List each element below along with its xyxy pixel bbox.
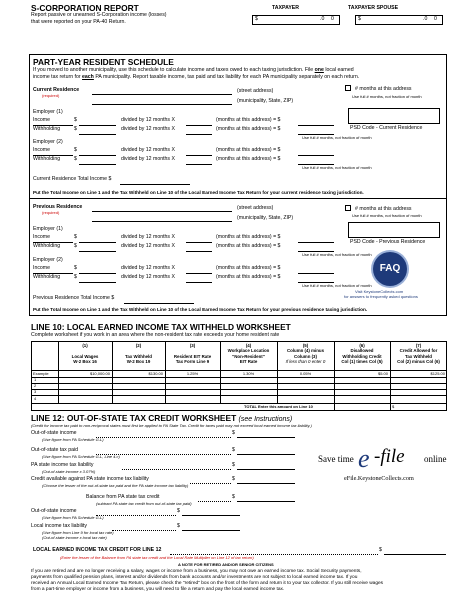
current-total-field[interactable] <box>120 184 190 185</box>
part-year-intro-line1: If you moved to another municipality, use this schedule to calculate income and taxes owed to each taxing jurisdiction. File one local earned <box>33 67 354 73</box>
dot-leader <box>198 501 231 502</box>
previous-residence-label: Previous Residence <box>33 204 83 210</box>
spouse-amount-field[interactable]: $ .0 0 <box>355 15 443 25</box>
row-divider <box>31 389 447 390</box>
dollar-sign: $ <box>74 156 77 162</box>
row-number: 1 <box>34 377 37 382</box>
emp1-income-field[interactable] <box>79 125 116 126</box>
local-liability-field[interactable] <box>182 530 240 531</box>
emp2-income-result[interactable] <box>298 155 334 156</box>
prev-emp1-withholding-months[interactable] <box>186 251 212 252</box>
oos-paid-note: (Use figure from PA Schedule G-L, Line 4.c) <box>42 454 120 459</box>
efile-logo-text: -file <box>374 446 405 467</box>
col6-header: (6) Disallowed Withholding Credit Col (1) times Col (5) <box>341 343 383 364</box>
part-year-intro-line2: income tax return for each PA municipality. Report taxable income, tax paid and tax liability for each PA municipality separately on each return. <box>33 74 360 80</box>
months-at-label: (months at this address) = $ <box>216 243 281 249</box>
street-label: (street address) <box>237 88 274 94</box>
street-label: (street address) <box>237 205 274 211</box>
retired-line1: If you are retired and are no longer receiving a salary, wages or income from a business, you may not owe an earned income tax. Social Security payments, <box>31 569 362 574</box>
emp1-income-result[interactable] <box>298 125 334 126</box>
previous-total-label: Previous Residence Total Income $ <box>33 295 115 301</box>
col7-header: (7) Credit Allowed for Tax Withheld Col (2) minus Col (6) <box>397 343 440 364</box>
part-year-title: PART-YEAR RESIDENT SCHEDULE <box>33 57 174 67</box>
example-col7: $125.00 <box>430 371 445 376</box>
months-note: Use full # months, not fraction of month <box>302 252 372 257</box>
dot-leader <box>190 483 231 484</box>
dollar-sign: $ <box>74 274 77 280</box>
col4-header: (4) Workplace Location "Non-Resident" EIT Rate <box>227 343 270 364</box>
withholding-label: Withholding <box>33 126 61 132</box>
put-current-note: Put the Total Income on Line 1 and the Tax Withheld on Line 10 of the Local Earned Income Tax Return for your current residence taxing jurisdiction. <box>33 190 364 195</box>
prev-muni-line[interactable] <box>92 221 232 222</box>
months-label: # months at this address <box>355 206 412 212</box>
example-col2: $130.00 <box>148 371 163 376</box>
dot-leader <box>122 469 231 470</box>
div12-label: divided by 12 months X <box>121 274 175 280</box>
line12-title: LINE 12: OUT-OF-STATE TAX CREDIT WORKSHEET (see Instructions) <box>31 413 293 423</box>
row-number: 2 <box>34 383 37 388</box>
income-label: Income <box>33 117 51 123</box>
example-col1: $10,000.00 <box>89 371 110 376</box>
prev-emp2-withholding-field[interactable] <box>79 282 116 283</box>
local-liability-note: (Use figure from Line 9 for local tax rate) <box>42 530 114 535</box>
oos-income-label: Out-of-state income <box>31 430 77 436</box>
income-label: Income <box>33 147 51 153</box>
dot-leader <box>96 437 231 438</box>
prev-emp1-withholding-field[interactable] <box>79 251 116 252</box>
dollar-sign: $ <box>74 234 77 240</box>
retired-line3: received an Annual Local Earned Income Tax Return, please check the "retired" box on the front of the form and return it to your tax collector. If you still receive wages <box>31 581 384 586</box>
line10-intro: Complete worksheet if you work in an area where the non-resident tax rate exceeds your home resident rate <box>31 332 280 338</box>
current-total-label: Current Residence Total Income $ <box>33 176 112 182</box>
final-credit-label: LOCAL EARNED INCOME TAX CREDIT FOR LINE 12 <box>33 547 162 553</box>
dollar-sign: $ <box>74 243 77 249</box>
row-divider <box>31 383 447 384</box>
div12-label: divided by 12 months X <box>121 147 175 153</box>
oos-paid-label: Out-of-state tax paid <box>31 447 78 453</box>
final-credit-note: (Enter the lesser of the Balance from PA state tax credit and the Local Rate Multiplier on Line 12 of tax return) <box>60 555 254 560</box>
current-residence-label: Current Residence <box>33 87 80 93</box>
oos-income2-field[interactable] <box>182 515 240 516</box>
current-months-box[interactable] <box>345 85 351 91</box>
employer2-label: Employer (2) <box>33 257 63 263</box>
prev-emp1-income-field[interactable] <box>79 242 116 243</box>
months-at-label: (months at this address) = $ <box>216 147 281 153</box>
online-text: online <box>424 454 447 464</box>
prev-months-box[interactable] <box>345 205 351 211</box>
efile-url[interactable]: eFile.KeystoneCollects.com <box>344 475 414 482</box>
employer2-label: Employer (2) <box>33 139 63 145</box>
current-street-line[interactable] <box>92 94 232 95</box>
div12-label: divided by 12 months X <box>121 156 175 162</box>
efile-e-logo: e <box>358 444 370 473</box>
employer1-label: Employer (1) <box>33 226 63 232</box>
dot-leader <box>96 515 176 516</box>
months-note: Use full # months, not fraction of month <box>302 135 372 140</box>
emp1-withholding-months[interactable] <box>186 134 212 135</box>
row-divider <box>31 395 447 396</box>
example-col4: 1.30% <box>242 371 255 376</box>
months-at-label: (months at this address) = $ <box>216 126 281 132</box>
divider <box>29 198 447 199</box>
psd-previous-label: PSD Code - Previous Residence <box>350 239 426 245</box>
faq-badge[interactable]: FAQ <box>373 252 407 286</box>
dollar-sign: $ <box>232 430 235 436</box>
s-corp-title: S-CORPORATION REPORT <box>31 3 139 13</box>
required-note: (required) <box>42 93 60 98</box>
faq-note: for answers to frequently asked questions <box>344 294 418 299</box>
div12-label: divided by 12 months X <box>121 265 175 271</box>
dollar-sign: $ <box>232 447 235 453</box>
withholding-label: Withholding <box>33 243 61 249</box>
dollar-sign: $ <box>379 547 382 553</box>
example-label: Example <box>33 371 49 376</box>
oos-paid-field[interactable] <box>237 454 295 455</box>
pa-liability-field[interactable] <box>237 469 295 470</box>
months-at-label: (months at this address) = $ <box>216 274 281 280</box>
prev-emp1-income-result[interactable] <box>298 242 334 243</box>
line10-total-dollar[interactable]: $ <box>392 404 395 409</box>
s-corp-sub1: Report passive or unearned S-Corporation income (losses) <box>31 12 167 18</box>
col3-header: (3) Resident EIT Rate Tax Form Line 9 <box>173 343 212 364</box>
months-note: Use full # months, not fraction of month <box>302 165 372 170</box>
credit-note: (Choose the lesser of the out-of-state tax paid and the PA state income tax liability) <box>42 483 189 488</box>
dollar-sign: $ <box>74 147 77 153</box>
line10-total-label: TOTAL Enter this amount on Line 10 <box>244 404 313 409</box>
row-number: 4 <box>34 396 37 401</box>
months-at-label: (months at this address) = $ <box>216 117 281 123</box>
example-col6: $5.00 <box>377 371 388 376</box>
dot-leader <box>112 530 176 531</box>
retired-line4: from a part-time employer or income from a business, you will need to file a return and pay the local earned income tax. <box>31 587 285 592</box>
row-divider <box>31 377 447 378</box>
col5-header: (5) Column (4) minus Column (3) If less than 0 enter 0 <box>285 343 326 364</box>
div12-label: divided by 12 months X <box>121 126 175 132</box>
prev-emp2-income-field[interactable] <box>79 273 116 274</box>
psd-current-label: PSD Code - Current Residence <box>350 125 423 131</box>
emp2-income-field[interactable] <box>79 155 116 156</box>
dollar-sign: $ <box>232 462 235 468</box>
prev-emp2-income-result[interactable] <box>298 273 334 274</box>
taxpayer-amount-field[interactable]: $ .0 0 <box>252 15 340 25</box>
div12-label: divided by 12 months X <box>121 234 175 240</box>
months-at-label: (months at this address) = $ <box>216 265 281 271</box>
retired-title: A NOTE FOR RETIRED AND/OR SENIOR CITIZENS <box>178 562 274 567</box>
col2-header: (2) Tax Withheld W-2 Box 19 <box>125 343 152 364</box>
psd-current-field[interactable] <box>348 108 440 124</box>
months-label: # months at this address <box>355 86 412 92</box>
prev-street-line[interactable] <box>92 211 232 212</box>
row-divider <box>31 403 447 404</box>
faq-link[interactable]: Visit KeystoneCollects.com <box>355 289 404 294</box>
efile-promo[interactable] <box>300 444 447 488</box>
income-label: Income <box>33 234 51 240</box>
save-time-text: Save time <box>318 454 354 464</box>
muni-label: (municipality, State, ZIP) <box>237 98 294 104</box>
final-credit-field[interactable] <box>384 554 446 555</box>
months-at-label: (months at this address) = $ <box>216 156 281 162</box>
dollar-sign: $ <box>232 476 235 482</box>
spouse-label: TAXPAYER SPOUSE <box>348 5 399 11</box>
emp2-withholding-months[interactable] <box>186 164 212 165</box>
balance-note: (subtract PA state tax credit from out-of-state tax paid) <box>96 501 192 506</box>
oos-income-note: (Use figure from PA Schedule G-L) <box>42 437 104 442</box>
income-label: Income <box>33 265 51 271</box>
div12-label: divided by 12 months X <box>121 117 175 123</box>
prev-emp2-income-months[interactable] <box>186 273 212 274</box>
retired-line2: payments from qualified pension plans, interest and/or dividends from bank accounts and/or investments are not subject to local earned income tax. If you <box>31 575 358 580</box>
dollar-sign: $ <box>177 523 180 529</box>
col1-header: (1) Local Wages W-2 Box 16 <box>71 343 99 364</box>
oos-income2-label: Out-of-state income <box>31 508 77 514</box>
balance-label: Balance from PA state tax credit <box>86 494 160 500</box>
balance-field[interactable] <box>237 501 295 502</box>
emp1-withholding-field[interactable] <box>79 134 116 135</box>
months-at-label: (months at this address) = $ <box>216 234 281 240</box>
example-col5: 0.05% <box>299 371 312 376</box>
prev-emp2-withholding-months[interactable] <box>186 282 212 283</box>
months-note: Use full # months, not fraction of month <box>352 213 422 218</box>
row-number: 3 <box>34 389 37 394</box>
local-liability-note2: (Out-of-state income x local tax rate) <box>42 535 107 540</box>
dollar-sign: $ <box>232 494 235 500</box>
required-note: (required) <box>42 210 60 215</box>
psd-previous-field[interactable] <box>348 222 440 238</box>
s-corp-sub2: that were reported on your PA-40 Return. <box>31 19 126 25</box>
dollar-sign: $ <box>74 117 77 123</box>
employer1-label: Employer (1) <box>33 109 63 115</box>
div12-label: divided by 12 months X <box>121 243 175 249</box>
emp1-income-months[interactable] <box>186 125 212 126</box>
line12-intro: (Credit for income tax paid to non-reciprocal states must first be applied to PA State Tax. Credit for taxes paid may not exceed local earned income tax liability.) <box>31 423 312 428</box>
current-muni-line[interactable] <box>92 104 232 105</box>
previous-total-field[interactable] <box>124 303 194 304</box>
dollar-sign: $ <box>177 508 180 514</box>
pa-liability-note: (Out-of-state income x 3.07%) <box>42 469 96 474</box>
local-liability-label: Local income tax liability <box>31 523 87 529</box>
muni-label: (municipality, State, ZIP) <box>237 215 294 221</box>
oos-income-field[interactable] <box>237 437 295 438</box>
credit-field[interactable] <box>237 483 295 484</box>
withholding-label: Withholding <box>33 156 61 162</box>
line10-title: LINE 10: LOCAL EARNED INCOME TAX WITHHELD WORKSHEET <box>31 322 291 332</box>
months-note: Use full # months, not fraction of month <box>352 94 422 99</box>
put-previous-note: Put the Total Income on Line 1 and the Tax Withheld on Line 10 of the Local Earned Income Tax Return for your previous residence taxing jurisdiction. <box>33 307 368 312</box>
emp2-withholding-field[interactable] <box>79 164 116 165</box>
taxpayer-label: TAXPAYER <box>272 5 299 11</box>
prev-emp1-income-months[interactable] <box>186 242 212 243</box>
credit-label: Credit available against PA state income tax liability <box>31 476 149 482</box>
emp2-income-months[interactable] <box>186 155 212 156</box>
pa-liability-label: PA state income tax liability <box>31 462 94 468</box>
months-note: Use full # months, not fraction of month <box>302 283 372 288</box>
oos-income2-note: (Use figure from PA Schedule G-L) <box>42 515 104 520</box>
dollar-sign: $ <box>74 126 77 132</box>
example-col3: 1.25% <box>186 371 199 376</box>
dollar-sign: $ <box>74 265 77 271</box>
withholding-label: Withholding <box>33 274 61 280</box>
